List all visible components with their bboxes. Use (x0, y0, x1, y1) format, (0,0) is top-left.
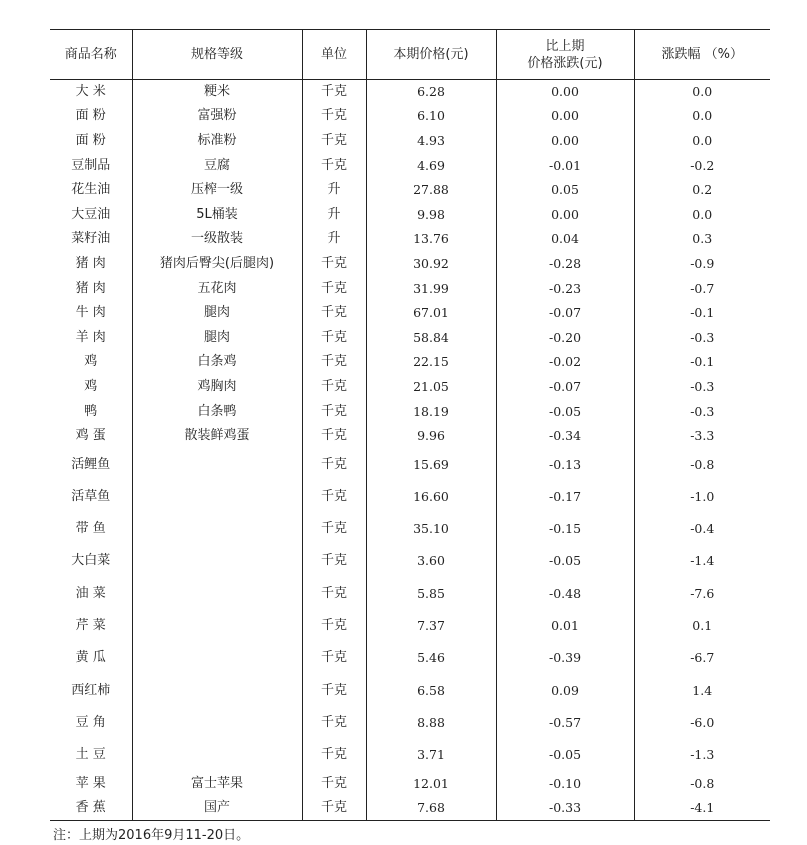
cell-name: 大白菜 (71, 553, 111, 569)
cell-name: 芹 菜 (75, 618, 106, 634)
cell-pct: 0.0 (634, 202, 770, 227)
cell-price: 30.92 (366, 252, 496, 277)
header-change-line2: 价格涨跌(元) (527, 55, 603, 71)
cell-name: 活鲤鱼 (71, 456, 111, 472)
cell-unit: 千克 (302, 325, 366, 350)
header-price: 本期价格(元) (366, 30, 496, 80)
cell-change: -0.15 (496, 513, 634, 545)
cell-pct: -0.4 (634, 513, 770, 545)
cell-unit: 千克 (302, 642, 366, 674)
cell-change: -0.23 (496, 276, 634, 301)
cell-unit: 千克 (302, 399, 366, 424)
cell-spec (132, 707, 302, 739)
table-row (50, 610, 770, 642)
cell-pct: -6.7 (634, 642, 770, 674)
cell-price: 3.71 (366, 739, 496, 771)
cell-pct: -1.0 (634, 481, 770, 513)
price-table (50, 29, 770, 821)
cell-change: -0.28 (496, 252, 634, 277)
cell-unit: 千克 (302, 252, 366, 277)
cell-change: -0.39 (496, 642, 634, 674)
cell-price: 4.69 (366, 153, 496, 178)
cell-change: 0.00 (496, 80, 634, 105)
cell-change: -0.02 (496, 350, 634, 375)
cell-price: 3.60 (366, 545, 496, 577)
table-row (50, 399, 770, 424)
cell-change: 0.05 (496, 178, 634, 203)
table-row (50, 80, 770, 105)
cell-price: 7.37 (366, 610, 496, 642)
cell-spec: 国产 (132, 796, 302, 821)
cell-unit: 千克 (302, 739, 366, 771)
cell-unit: 千克 (302, 350, 366, 375)
cell-unit: 千克 (302, 513, 366, 545)
table-row (50, 424, 770, 449)
table-row (50, 153, 770, 178)
cell-spec: 白条鸡 (132, 350, 302, 375)
cell-pct: -0.3 (634, 399, 770, 424)
table-row (50, 642, 770, 674)
table-row (50, 129, 770, 154)
cell-spec (132, 739, 302, 771)
header-pct: 涨跌幅 （%） (634, 30, 770, 80)
cell-pct: -0.2 (634, 153, 770, 178)
cell-price: 6.28 (366, 80, 496, 105)
table-row (50, 771, 770, 796)
cell-change: -0.05 (496, 399, 634, 424)
cell-pct: -0.8 (634, 771, 770, 796)
cell-pct: -0.3 (634, 375, 770, 400)
cell-price: 35.10 (366, 513, 496, 545)
cell-change: -0.20 (496, 325, 634, 350)
table-row (50, 578, 770, 610)
cell-name: 牛 肉 (75, 305, 106, 321)
cell-unit: 千克 (302, 674, 366, 706)
table-row (50, 375, 770, 400)
cell-price: 27.88 (366, 178, 496, 203)
cell-name: 猪 肉 (75, 280, 106, 296)
cell-name: 鸡 (84, 378, 98, 394)
cell-unit: 千克 (302, 707, 366, 739)
cell-pct: -4.1 (634, 796, 770, 821)
cell-spec: 五花肉 (132, 276, 302, 301)
cell-unit: 千克 (302, 610, 366, 642)
cell-name: 面 粉 (75, 108, 106, 124)
cell-change: 0.09 (496, 674, 634, 706)
cell-name: 苹 果 (75, 775, 106, 791)
cell-name: 黄 瓜 (75, 650, 106, 666)
cell-pct: 1.4 (634, 674, 770, 706)
cell-name: 油 菜 (75, 585, 106, 601)
cell-unit: 升 (302, 202, 366, 227)
cell-price: 31.99 (366, 276, 496, 301)
table-row (50, 513, 770, 545)
cell-pct: 0.0 (634, 129, 770, 154)
cell-unit: 千克 (302, 424, 366, 449)
cell-change: 0.01 (496, 610, 634, 642)
cell-unit: 千克 (302, 375, 366, 400)
cell-name: 大 米 (75, 84, 106, 100)
cell-name: 带 鱼 (75, 521, 106, 537)
cell-unit: 千克 (302, 578, 366, 610)
cell-price: 8.88 (366, 707, 496, 739)
table-body (50, 80, 770, 821)
cell-spec (132, 448, 302, 480)
cell-name: 鸭 (84, 403, 98, 419)
cell-pct: -0.8 (634, 448, 770, 480)
table-row (50, 350, 770, 375)
cell-unit: 千克 (302, 104, 366, 129)
table-row (50, 252, 770, 277)
cell-change: 0.00 (496, 104, 634, 129)
cell-price: 15.69 (366, 448, 496, 480)
cell-pct: -1.4 (634, 545, 770, 577)
cell-change: -0.13 (496, 448, 634, 480)
cell-pct: 0.0 (634, 104, 770, 129)
cell-pct: 0.3 (634, 227, 770, 252)
cell-pct: -0.7 (634, 276, 770, 301)
cell-unit: 千克 (302, 796, 366, 821)
table-header (50, 30, 770, 80)
cell-unit: 千克 (302, 771, 366, 796)
cell-spec (132, 674, 302, 706)
table-row (50, 674, 770, 706)
table-row (50, 227, 770, 252)
cell-unit: 千克 (302, 80, 366, 105)
cell-price: 5.46 (366, 642, 496, 674)
cell-change: -0.07 (496, 375, 634, 400)
cell-pct: -0.1 (634, 301, 770, 326)
table-row (50, 325, 770, 350)
table-row (50, 276, 770, 301)
cell-price: 58.84 (366, 325, 496, 350)
cell-spec: 腿肉 (132, 325, 302, 350)
cell-spec: 富士苹果 (132, 771, 302, 796)
header-name: 商品名称 (50, 30, 132, 80)
cell-price: 12.01 (366, 771, 496, 796)
cell-name: 土 豆 (75, 747, 106, 763)
cell-unit: 升 (302, 178, 366, 203)
cell-name: 羊 肉 (75, 329, 106, 345)
cell-change: -0.48 (496, 578, 634, 610)
table-row (50, 202, 770, 227)
cell-pct: -7.6 (634, 578, 770, 610)
cell-unit: 千克 (302, 545, 366, 577)
header-change-line1: 比上期 (545, 38, 585, 54)
header-unit: 单位 (302, 30, 366, 80)
cell-name: 大豆油 (71, 206, 111, 222)
cell-spec: 5L桶装 (132, 202, 302, 227)
cell-price: 5.85 (366, 578, 496, 610)
cell-price: 22.15 (366, 350, 496, 375)
cell-change: -0.01 (496, 153, 634, 178)
table-row (50, 707, 770, 739)
cell-change: 0.04 (496, 227, 634, 252)
cell-name: 豆 角 (75, 714, 106, 730)
cell-price: 13.76 (366, 227, 496, 252)
cell-spec: 猪肉后臀尖(后腿肉) (132, 252, 302, 277)
header-spec: 规格等级 (132, 30, 302, 80)
table-row (50, 481, 770, 513)
cell-change: -0.17 (496, 481, 634, 513)
cell-name: 豆制品 (71, 157, 111, 173)
cell-change: -0.33 (496, 796, 634, 821)
cell-unit: 千克 (302, 481, 366, 513)
cell-change: -0.05 (496, 739, 634, 771)
cell-pct: -0.3 (634, 325, 770, 350)
cell-name: 西红柿 (71, 682, 111, 698)
cell-change: 0.00 (496, 202, 634, 227)
cell-unit: 千克 (302, 129, 366, 154)
cell-spec: 粳米 (132, 80, 302, 105)
cell-name: 菜籽油 (71, 231, 111, 247)
cell-name: 鸡 (84, 354, 98, 370)
cell-price: 9.96 (366, 424, 496, 449)
cell-spec: 压榨一级 (132, 178, 302, 203)
cell-price: 9.98 (366, 202, 496, 227)
cell-pct: 0.1 (634, 610, 770, 642)
table-row (50, 178, 770, 203)
cell-spec: 豆腐 (132, 153, 302, 178)
cell-spec: 富强粉 (132, 104, 302, 129)
cell-change: -0.05 (496, 545, 634, 577)
cell-spec: 鸡胸肉 (132, 375, 302, 400)
table-row (50, 104, 770, 129)
cell-name: 鸡 蛋 (75, 428, 106, 444)
header-row (50, 30, 770, 80)
cell-pct: 0.0 (634, 80, 770, 105)
cell-change: -0.57 (496, 707, 634, 739)
cell-price: 6.10 (366, 104, 496, 129)
cell-unit: 千克 (302, 276, 366, 301)
cell-spec (132, 481, 302, 513)
cell-unit: 千克 (302, 153, 366, 178)
cell-spec: 白条鸭 (132, 399, 302, 424)
cell-pct: 0.2 (634, 178, 770, 203)
cell-spec: 一级散装 (132, 227, 302, 252)
cell-name: 猪 肉 (75, 255, 106, 271)
cell-unit: 升 (302, 227, 366, 252)
cell-price: 6.58 (366, 674, 496, 706)
table-row (50, 545, 770, 577)
cell-price: 18.19 (366, 399, 496, 424)
cell-name: 活草鱼 (71, 488, 111, 504)
cell-spec (132, 513, 302, 545)
table-row (50, 739, 770, 771)
cell-name: 香 蕉 (50, 796, 132, 821)
footnote: 注：上期为2016年9月11-20日。 (53, 828, 250, 843)
cell-change: -0.34 (496, 424, 634, 449)
cell-unit: 千克 (302, 301, 366, 326)
table-row (50, 796, 770, 821)
cell-name: 花生油 (71, 182, 111, 198)
cell-price: 16.60 (366, 481, 496, 513)
cell-change: -0.07 (496, 301, 634, 326)
cell-pct: -1.3 (634, 739, 770, 771)
cell-price: 21.05 (366, 375, 496, 400)
table-row (50, 301, 770, 326)
cell-price: 7.68 (366, 796, 496, 821)
cell-spec: 散装鲜鸡蛋 (132, 424, 302, 449)
cell-change: 0.00 (496, 129, 634, 154)
cell-unit: 千克 (302, 448, 366, 480)
cell-pct: -3.3 (634, 424, 770, 449)
cell-spec (132, 578, 302, 610)
cell-pct: -6.0 (634, 707, 770, 739)
table-row (50, 448, 770, 480)
header-change (496, 30, 634, 80)
cell-price: 67.01 (366, 301, 496, 326)
cell-spec: 腿肉 (132, 301, 302, 326)
cell-spec (132, 642, 302, 674)
cell-spec (132, 545, 302, 577)
cell-spec (132, 610, 302, 642)
cell-name: 面 粉 (75, 132, 106, 148)
cell-change: -0.10 (496, 771, 634, 796)
cell-pct: -0.9 (634, 252, 770, 277)
cell-spec: 标准粉 (132, 129, 302, 154)
cell-price: 4.93 (366, 129, 496, 154)
cell-pct: -0.1 (634, 350, 770, 375)
